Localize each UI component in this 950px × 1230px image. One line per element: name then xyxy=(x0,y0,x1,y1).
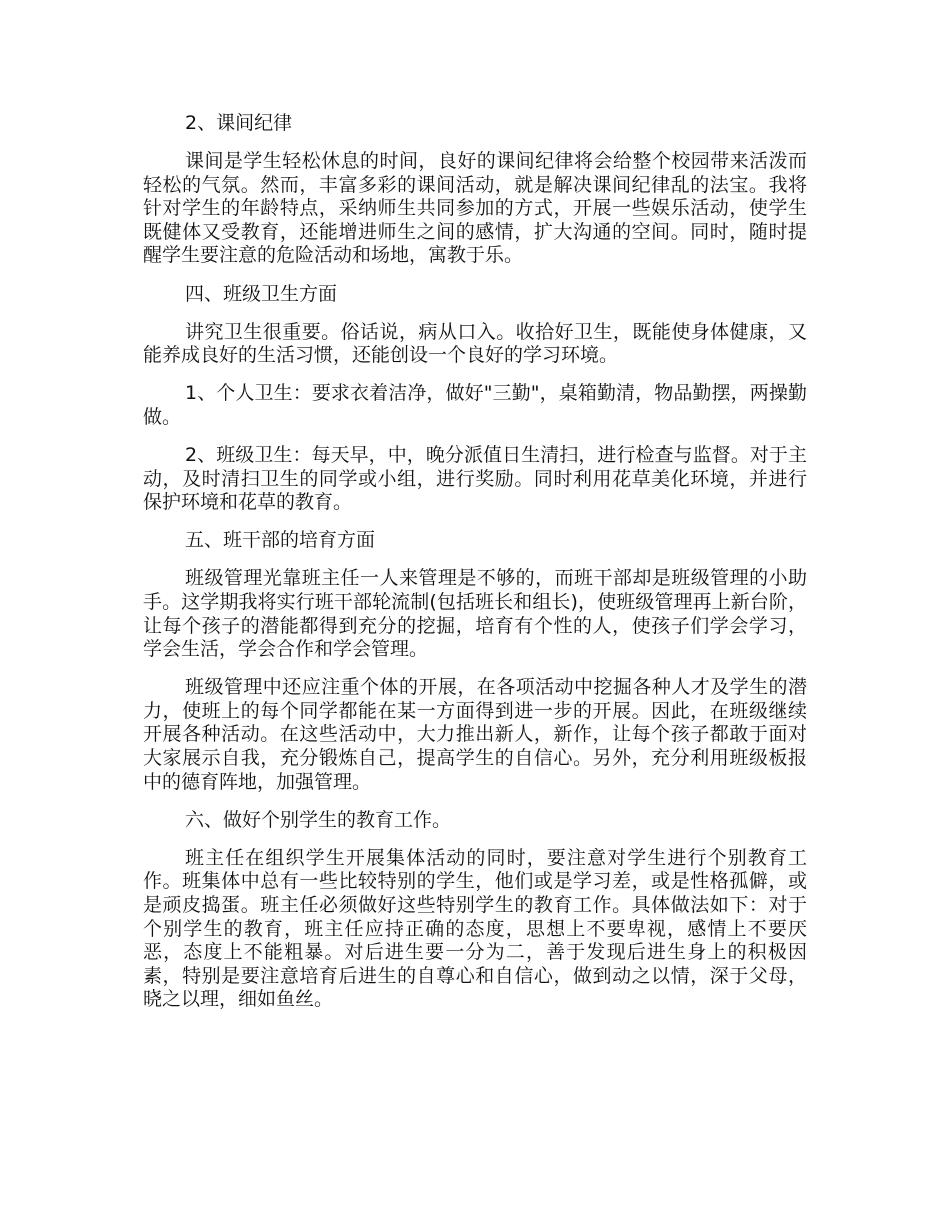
paragraph-individual-development: 班级管理中还应注重个体的开展，在各项活动中挖掘各种人才及学生的潜力，使班上的每个同学都能在某一方面得到进一步的开展。因此，在班级继续开展各种活动。在这些活动中，大力推出新人，新作，让每个孩子都敢于面对大家展示自我，充分锻炼自己，提高学生的自信心。另外，充分利用班级板报中的德育阵地，加强管理。 xyxy=(143,676,807,793)
section-heading-class-cadre: 五、班干部的培育方面 xyxy=(185,529,376,552)
section-heading-class-break-discipline: 2、课间纪律 xyxy=(185,112,293,134)
paragraph-hygiene-intro: 讲究卫生很重要。俗话说，病从口入。收拾好卫生，既能使身体健康，又能养成良好的生活习惯，还能创设一个良好的学习环境。 xyxy=(143,320,807,367)
paragraph-individual-education: 班主任在组织学生开展集体活动的同时，要注意对学生进行个别教育工作。班集体中总有一些比较特别的学生，他们或是学习差，或是性格孤僻，或是顽皮捣蛋。班主任必须做好这些特别学生的教育工作。具体做法如下：对于个别学生的教育，班主任应持正确的态度，思想上不要卑视，感情上不要厌恶，态度上不能粗暴。对后进生要一分为二，善于发现后进生身上的积极因素，特别是要注意培育后进生的自尊心和自信心，做到动之以情，深于父母，晓之以理，细如鱼丝。 xyxy=(143,846,807,1011)
section-heading-individual-education: 六、做好个别学生的教育工作。 xyxy=(185,808,452,831)
paragraph-class-hygiene: 2、班级卫生：每天早，中，晚分派值日生清扫，进行检查与监督。对于主动，及时清扫卫生的同学或小组，进行奖励。同时利用花草美化环境，并进行保护环境和花草的教育。 xyxy=(143,444,807,514)
document-body xyxy=(143,112,807,1027)
paragraph-break-discipline: 课间是学生轻松休息的时间，良好的课间纪律将会给整个校园带来活泼而轻松的气氛。然而，丰富多彩的课间活动，就是解决课间纪律乱的法宝。我将针对学生的年龄特点，采纳师生共同参加的方式，开展一些娱乐活动，使学生既健体又受教育，还能增进师生之间的感情，扩大沟通的空间。同时，随时提醒学生要注意的危险活动和场地，寓教于乐。 xyxy=(143,150,807,267)
paragraph-class-cadre-rotation: 班级管理光靠班主任一人来管理是不够的，而班干部却是班级管理的小助手。这学期我将实行班干部轮流制(包括班长和组长)，使班级管理再上新台阶，让每个孩子的潜能都得到充分的挖掘，培育有个性的人，使孩子们学会学习，学会生活，学会合作和学会管理。 xyxy=(143,567,807,661)
paragraph-personal-hygiene: 1、个人卫生：要求衣着洁净，做好"三勤"，桌箱勤清，物品勤摆，两操勤做。 xyxy=(143,382,807,428)
section-heading-class-hygiene: 四、班级卫生方面 xyxy=(185,282,338,305)
